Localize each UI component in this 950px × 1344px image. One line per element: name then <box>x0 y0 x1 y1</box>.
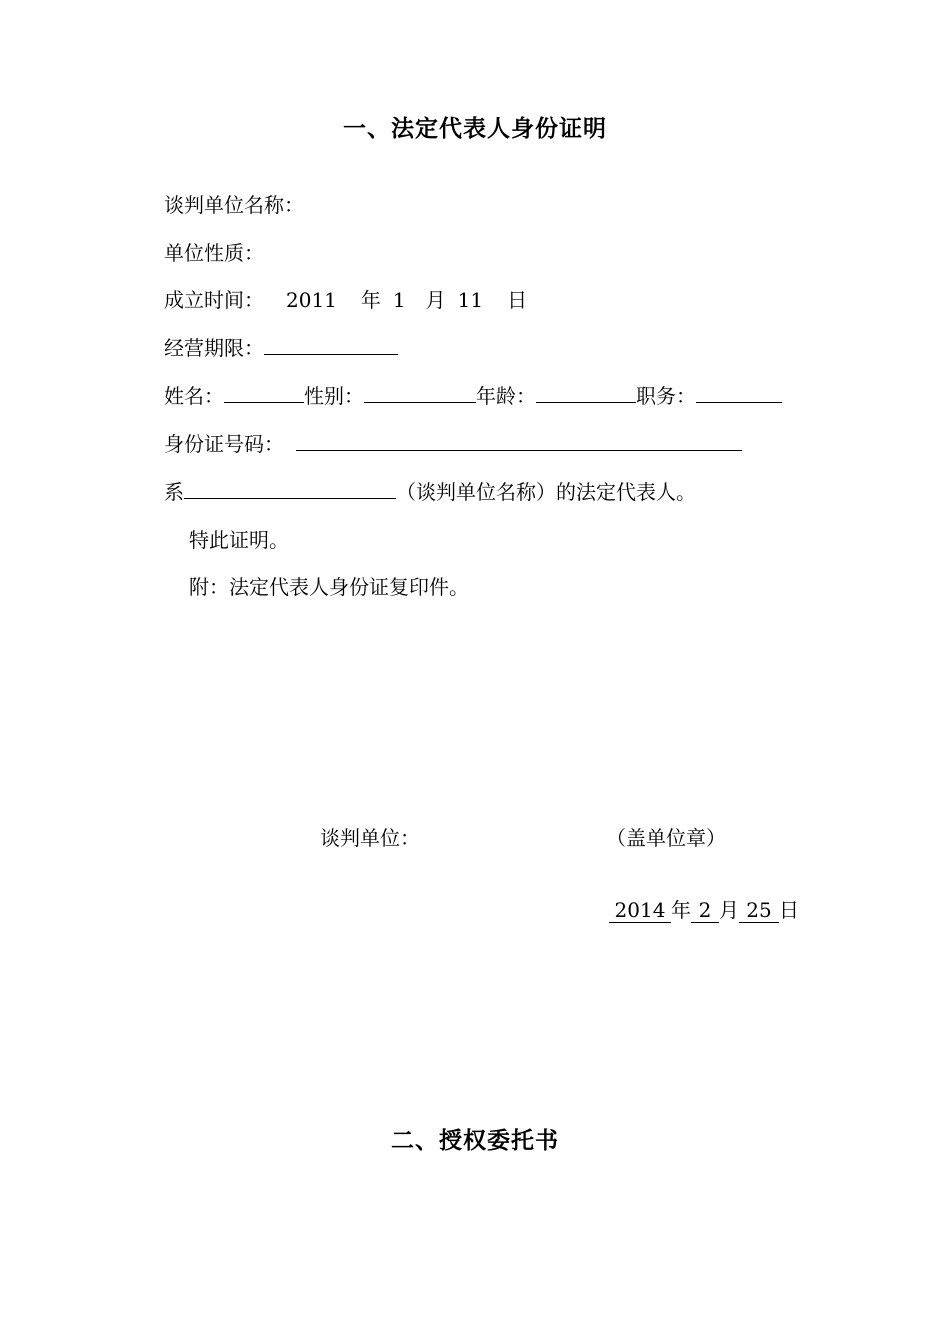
established-month: 1 <box>392 288 406 312</box>
unit-name-row <box>164 191 304 219</box>
attachment-text: 附：法定代表人身份证复印件。 <box>189 575 469 599</box>
certify-row <box>189 526 289 554</box>
age-label: 年龄： <box>476 384 536 408</box>
sign-date-month-unit: 月 <box>719 898 739 922</box>
id-number-row <box>164 430 742 458</box>
established-label: 成立时间： <box>164 288 264 312</box>
unit-nature-row <box>164 239 264 267</box>
attachment-row <box>189 573 469 601</box>
age-blank <box>536 382 636 403</box>
unit-nature-label: 单位性质： <box>164 241 264 265</box>
operating-period-blank <box>264 334 398 355</box>
certify-text: 特此证明。 <box>189 528 289 552</box>
id-number-blank <box>296 430 742 451</box>
sign-date-day-unit: 日 <box>779 898 799 922</box>
sign-date-month: 2 <box>691 898 719 923</box>
established-year: 2011 <box>286 288 337 312</box>
unit-name-label: 谈判单位名称： <box>164 193 304 217</box>
name-blank <box>224 382 304 403</box>
established-date-row <box>164 286 527 314</box>
sign-date-day: 25 <box>739 898 779 923</box>
seal-row <box>606 824 726 852</box>
section1-title: 一、法定代表人身份证明 <box>343 116 607 142</box>
sign-date-year: 2014 <box>609 898 671 923</box>
statement-suffix: （谈判单位名称）的法定代表人。 <box>396 480 696 504</box>
section2-title: 二、授权委托书 <box>391 1128 559 1154</box>
position-label: 职务： <box>636 384 696 408</box>
established-year-unit: 年 <box>360 288 381 312</box>
statement-prefix: 系 <box>164 480 184 504</box>
unit-name-blank <box>184 478 396 499</box>
gender-label: 性别： <box>304 384 364 408</box>
operating-period-label: 经营期限： <box>164 336 264 360</box>
sign-date-row <box>609 896 799 924</box>
legal-rep-statement-row <box>164 478 696 506</box>
established-day: 11 <box>457 288 484 312</box>
name-label: 姓名： <box>164 384 224 408</box>
established-month-unit: 月 <box>425 288 446 312</box>
seal-text: （盖单位章） <box>606 826 726 850</box>
id-number-label: 身份证号码： <box>164 432 284 456</box>
sign-date-year-unit: 年 <box>671 898 691 922</box>
operating-period-row <box>164 334 398 362</box>
position-blank <box>696 382 782 403</box>
established-day-unit: 日 <box>507 288 528 312</box>
signing-unit-row <box>320 824 420 852</box>
personal-info-row <box>164 382 782 410</box>
signing-unit-label: 谈判单位： <box>320 826 420 850</box>
gender-blank <box>364 382 476 403</box>
